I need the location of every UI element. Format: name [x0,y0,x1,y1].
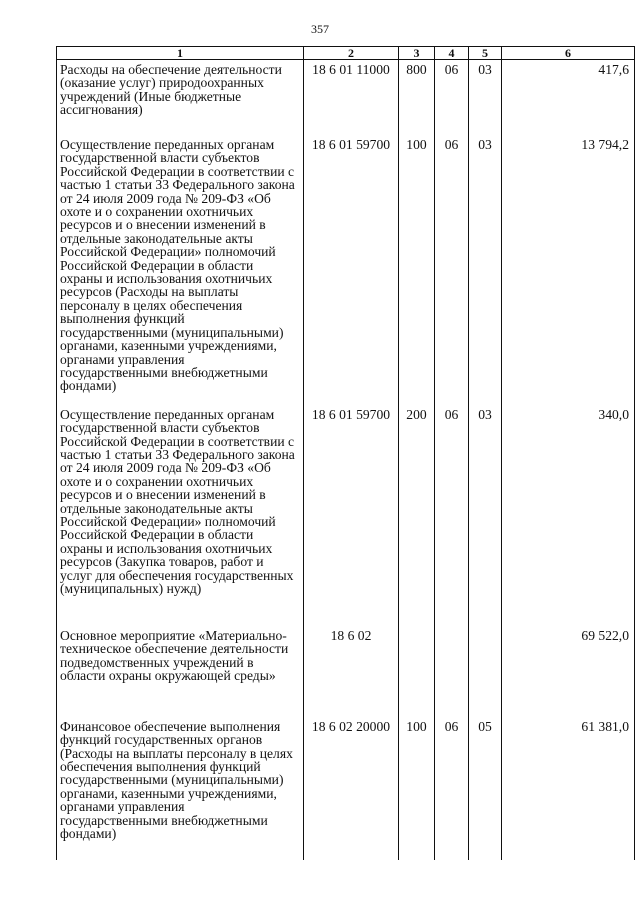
table-row [57,405,635,606]
row-section: 06 [435,405,469,606]
row-expense-type: 100 [399,717,435,860]
row-section: 06 [435,60,469,121]
row-target-code: 18 6 01 59700 [304,405,399,606]
row-target-code: 18 6 01 59700 [304,135,399,393]
row-amount: 61 381,0 [502,717,635,860]
row-expense-type: 100 [399,135,435,393]
budget-table [56,46,635,860]
table-header-row [57,47,635,60]
header-col-3: 3 [399,47,435,60]
row-name: Осуществление переданных органам государственной власти субъектов Российской Федерации в соответствии с частью 1 статьи 33 Федерального закона от 24 июля 2009 года № 209-ФЗ «Об охоте и о сохранении охотничьих ресурсов и о внесении изменений в отдельные законодательные акты Российской Федерации» полномочий Российской Федерации в области охраны и использования охотничьих ресурсов (Закупка товаров, работ и услуг для обеспечения государственных (муниципальных) нужд) [57,405,304,606]
row-subsection: 03 [469,405,502,606]
row-name: Расходы на обеспечение деятельности (оказание услуг) природоохранных учреждений (Иные бюджетные ассигнования) [57,60,304,121]
row-name: Финансовое обеспечение выполнения функций государственных органов (Расходы на выплаты персоналу в целях обеспечения выполнения функций государственными (муниципальными) органами, казенными учреждениями, органами управления государственными внебюджетными фондами) [57,717,304,860]
header-col-5: 5 [469,47,502,60]
row-spacer [57,120,635,135]
row-spacer [57,393,635,405]
row-amount: 13 794,2 [502,135,635,393]
row-spacer [57,699,635,717]
row-name: Основное мероприятие «Материально-техническое обеспечение деятельности подведомственных учреждений в области охраны окружающей среды» [57,626,304,699]
row-amount: 69 522,0 [502,626,635,699]
row-expense-type: 200 [399,405,435,606]
row-amount: 417,6 [502,60,635,121]
row-target-code: 18 6 02 [304,626,399,699]
row-target-code: 18 6 01 11000 [304,60,399,121]
header-col-1: 1 [57,47,304,60]
row-expense-type [399,626,435,699]
row-expense-type: 800 [399,60,435,121]
table-row [57,717,635,860]
row-name: Осуществление переданных органам государственной власти субъектов Российской Федерации в соответствии с частью 1 статьи 33 Федерального закона от 24 июля 2009 года № 209-ФЗ «Об охоте и о сохранении охотничьих ресурсов и о внесении изменений в отдельные законодательные акты Российской Федерации» полномочий Российской Федерации в области охраны и использования охотничьих ресурсов (Расходы на выплаты персоналу в целях обеспечения выполнения функций государственными (муниципальными) органами, казенными учреждениями, органами управления государственными внебюджетными фондами) [57,135,304,393]
row-target-code: 18 6 02 20000 [304,717,399,860]
row-spacer [57,606,635,626]
header-col-6: 6 [502,47,635,60]
row-subsection: 03 [469,135,502,393]
table-row [57,626,635,699]
row-subsection: 03 [469,60,502,121]
header-col-4: 4 [435,47,469,60]
row-section: 06 [435,135,469,393]
row-subsection: 05 [469,717,502,860]
row-subsection [469,626,502,699]
page-number: 357 [311,22,329,36]
table-row [57,135,635,393]
table-row [57,60,635,121]
row-amount: 340,0 [502,405,635,606]
header-col-2: 2 [304,47,399,60]
row-section: 06 [435,717,469,860]
row-section [435,626,469,699]
